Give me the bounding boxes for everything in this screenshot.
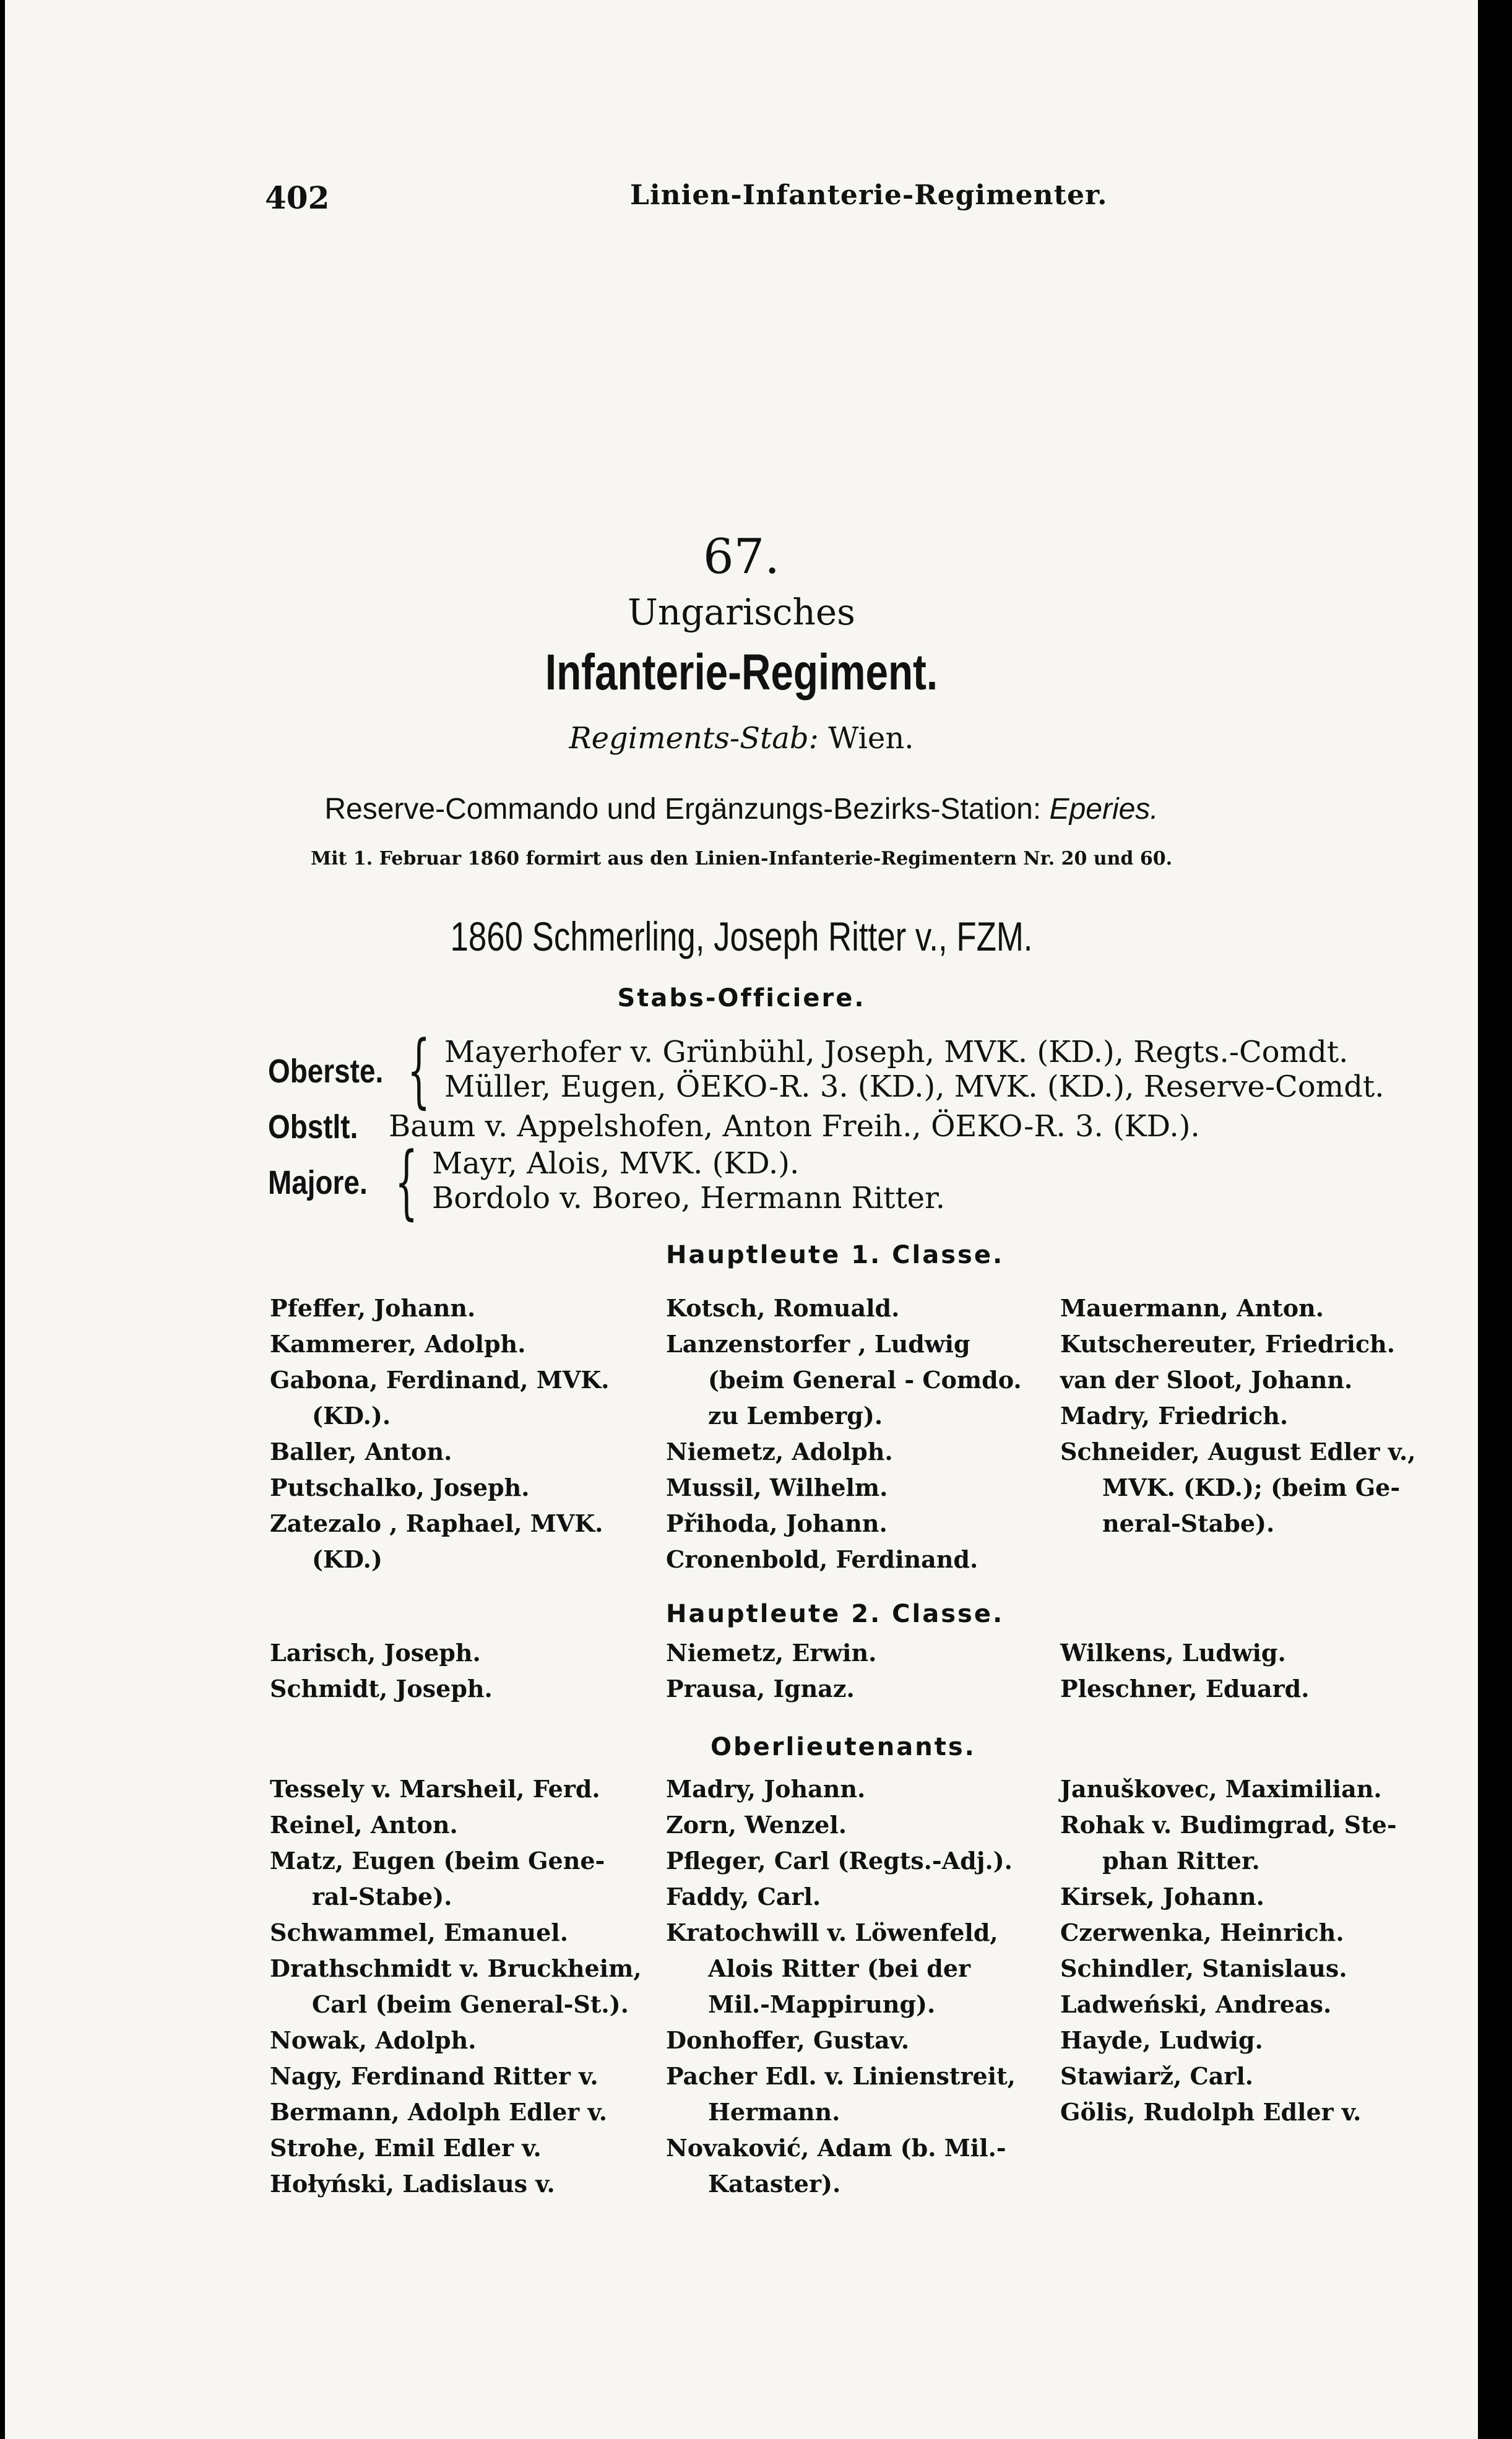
regiment-nationality: Ungarisches xyxy=(628,591,855,633)
obstlt-officer: Baum v. Appelshofen, Anton Freih., ÖEKO-R. 3. (KD.). xyxy=(389,1109,1200,1144)
stab-city: Wien. xyxy=(828,721,914,756)
list-item: Kataster). xyxy=(708,2170,841,2198)
list-item: Kotsch, Romuald. xyxy=(666,1294,900,1322)
stabs-heading: Stabs-Officiere. xyxy=(617,984,866,1012)
list-item: Putschalko, Joseph. xyxy=(270,1474,530,1501)
list-item: Pleschner, Eduard. xyxy=(1060,1675,1310,1703)
running-title: Linien-Infanterie-Regimenter. xyxy=(630,179,1108,211)
majore-label: Majore. xyxy=(268,1164,368,1201)
hauptleute1-col3 xyxy=(1060,1290,1416,1542)
list-item: Czerwenka, Heinrich. xyxy=(1060,1919,1344,1946)
list-item: Bermann, Adolph Edler v. xyxy=(270,2098,608,2126)
list-item: Přihoda, Johann. xyxy=(666,1509,888,1537)
list-item: Drathschmidt v. Bruckheim, xyxy=(270,1954,642,1982)
formation-note: Mit 1. Februar 1860 formirt aus den Linien-Infanterie-Regimentern Nr. 20 und 60. xyxy=(310,848,1173,870)
list-item: Rohak v. Budimgrad, Ste- xyxy=(1060,1811,1397,1839)
list-item: phan Ritter. xyxy=(1102,1847,1260,1875)
list-item: Kratochwill v. Löwenfeld, xyxy=(666,1919,998,1946)
regiment-number: 67. xyxy=(702,529,780,585)
list-item: Donhoffer, Gustav. xyxy=(666,2026,910,2054)
list-item: Gabona, Ferdinand, MVK. xyxy=(270,1366,610,1394)
list-item: Schwammel, Emanuel. xyxy=(270,1919,568,1946)
reserve-city: Eperies. xyxy=(1049,793,1159,826)
list-item: Zorn, Wenzel. xyxy=(666,1811,847,1839)
major-2: Bordolo v. Boreo, Hermann Ritter. xyxy=(432,1181,945,1215)
list-item: Gölis, Rudolph Edler v. xyxy=(1060,2098,1362,2126)
list-item: Mussil, Wilhelm. xyxy=(666,1474,888,1501)
majore-brace: { xyxy=(395,1134,418,1228)
list-item: Strohe, Emil Edler v. xyxy=(270,2134,542,2162)
list-item: neral-Stabe). xyxy=(1102,1509,1275,1537)
list-item: Schindler, Stanislaus. xyxy=(1060,1954,1347,1982)
regiments-stab xyxy=(5,721,1478,756)
list-item: Pfeffer, Johann. xyxy=(270,1294,476,1322)
hauptleute2-heading: Hauptleute 2. Classe. xyxy=(666,1600,1004,1628)
list-item: Faddy, Carl. xyxy=(666,1883,821,1910)
list-item: Nagy, Ferdinand Ritter v. xyxy=(270,2062,598,2090)
hauptleute2-col1 xyxy=(270,1635,493,1707)
list-item: Lanzenstorfer , Ludwig xyxy=(666,1330,970,1358)
oberlieutenants-heading: Oberlieutenants. xyxy=(711,1733,976,1761)
oberst-1: Mayerhofer v. Grünbühl, Joseph, MVK. (KD.), Regts.-Comdt. xyxy=(444,1035,1349,1069)
oberste-label: Oberste. xyxy=(268,1053,384,1090)
list-item: Kutschereuter, Friedrich. xyxy=(1060,1330,1395,1358)
list-item: Prausa, Ignaz. xyxy=(666,1675,855,1703)
list-item: Hayde, Ludwig. xyxy=(1060,2026,1263,2054)
list-item: Baller, Anton. xyxy=(270,1438,452,1466)
list-item: (KD.) xyxy=(312,1545,382,1573)
list-item: Wilkens, Ludwig. xyxy=(1060,1639,1286,1667)
oberlieutenants-col1 xyxy=(270,1771,642,2202)
regiment-title: Infanterie-Regiment. xyxy=(545,644,938,701)
regiment-inhaber: 1860 Schmerling, Joseph Ritter v., FZM. xyxy=(450,913,1033,959)
list-item: Mauermann, Anton. xyxy=(1060,1294,1324,1322)
list-item: Carl (beim General-St.). xyxy=(312,1990,629,2018)
oberlieutenants-col2 xyxy=(666,1771,1016,2202)
list-item: zu Lemberg). xyxy=(708,1402,883,1430)
hauptleute1-heading: Hauptleute 1. Classe. xyxy=(666,1241,1004,1269)
oberlieutenants-col3 xyxy=(1060,1771,1397,2130)
list-item: Alois Ritter (bei der xyxy=(708,1954,971,1982)
hauptleute2-col2 xyxy=(666,1635,876,1707)
list-item: (KD.). xyxy=(312,1402,391,1430)
list-item: Tessely v. Marsheil, Ferd. xyxy=(270,1775,600,1803)
list-item: Niemetz, Adolph. xyxy=(666,1438,893,1466)
list-item: Kirsek, Johann. xyxy=(1060,1883,1264,1910)
list-item: Stawiarž, Carl. xyxy=(1060,2062,1253,2090)
obstlt-label: Obstlt. xyxy=(268,1108,358,1146)
list-item: Larisch, Joseph. xyxy=(270,1639,481,1667)
list-item: Zatezalo , Raphael, MVK. xyxy=(270,1509,603,1537)
list-item: Pfleger, Carl (Regts.-Adj.). xyxy=(666,1847,1013,1875)
stab-label: Regiments-Stab: xyxy=(569,721,819,756)
list-item: Schneider, August Edler v., xyxy=(1060,1438,1416,1466)
reserve-label: Reserve-Commando und Ergänzungs-Bezirks-Station: xyxy=(324,793,1042,826)
list-item: Hołyński, Ladislaus v. xyxy=(270,2170,555,2198)
page-number: 402 xyxy=(265,179,330,216)
list-item: Nowak, Adolph. xyxy=(270,2026,477,2054)
list-item: Cronenbold, Ferdinand. xyxy=(666,1545,978,1573)
list-item: van der Sloot, Johann. xyxy=(1060,1366,1353,1394)
list-item: Schmidt, Joseph. xyxy=(270,1675,493,1703)
hauptleute1-col2 xyxy=(666,1290,1022,1578)
list-item: Reinel, Anton. xyxy=(270,1811,458,1839)
hauptleute2-col3 xyxy=(1060,1635,1309,1707)
reserve-station xyxy=(5,792,1478,826)
list-item: (beim General - Comdo. xyxy=(708,1366,1022,1394)
hauptleute1-col1 xyxy=(270,1290,610,1578)
list-item: Januškovec, Maximilian. xyxy=(1060,1775,1382,1803)
list-item: Ladweński, Andreas. xyxy=(1060,1990,1332,2018)
book-page xyxy=(5,0,1478,2439)
list-item: Novaković, Adam (b. Mil.- xyxy=(666,2134,1006,2162)
list-item: Pacher Edl. v. Linienstreit, xyxy=(666,2062,1016,2090)
list-item: ral-Stabe). xyxy=(312,1883,452,1910)
list-item: Madry, Johann. xyxy=(666,1775,866,1803)
list-item: Matz, Eugen (beim Gene- xyxy=(270,1847,605,1875)
oberst-2: Müller, Eugen, ÖEKO-R. 3. (KD.), MVK. (KD.), Reserve-Comdt. xyxy=(444,1069,1385,1104)
list-item: Mil.-Mappirung). xyxy=(708,1990,936,2018)
major-1: Mayr, Alois, MVK. (KD.). xyxy=(432,1146,800,1181)
list-item: Hermann. xyxy=(708,2098,840,2126)
list-item: Madry, Friedrich. xyxy=(1060,1402,1289,1430)
oberste-brace: { xyxy=(407,1023,431,1117)
list-item: Kammerer, Adolph. xyxy=(270,1330,526,1358)
list-item: MVK. (KD.); (beim Ge- xyxy=(1102,1474,1401,1501)
list-item: Niemetz, Erwin. xyxy=(666,1639,877,1667)
